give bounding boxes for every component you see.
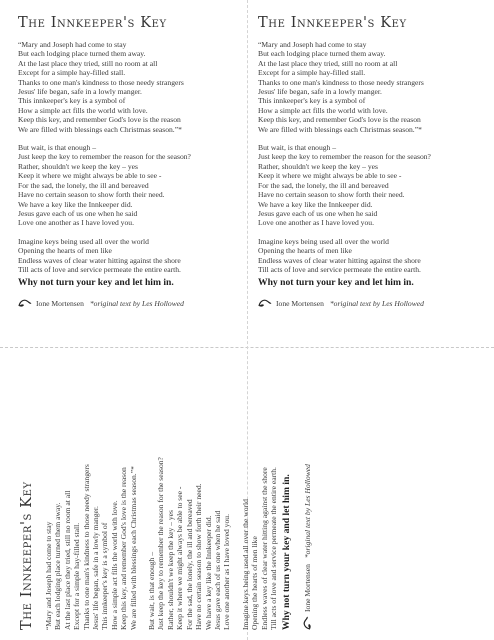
poem-line: Except for a simple hay-filled stall. xyxy=(18,68,126,78)
poem-line: Keep this key, and remember God's love is the reason xyxy=(18,115,181,125)
poem-line: But each lodging place turned them away. xyxy=(18,49,146,59)
original-text-credit: *original text by Les Hollowed xyxy=(302,464,312,559)
stanza-3 xyxy=(18,237,263,275)
poem-line: Till acts of love and service permeate the entire earth. xyxy=(268,467,278,630)
poem-line: Have no certain season to show forth their need. xyxy=(194,483,204,630)
poem-line: Jesus' life began, safe in a lowly manger. xyxy=(258,87,382,97)
poem-line: “Mary and Joseph had come to stay xyxy=(44,521,53,630)
ornamental-key-icon xyxy=(302,616,312,630)
poem-line: Except for a simple hay-filled stall. xyxy=(258,68,366,78)
poem-line: Jesus' life began, safe in a lowly manger. xyxy=(91,506,101,630)
signature xyxy=(258,298,494,308)
poem-line: For the sad, the lonely, the ill and bereaved xyxy=(184,499,194,630)
stanza-2 xyxy=(147,385,232,630)
poem-line: We are filled with blessings each Christmas season.”* xyxy=(128,466,138,630)
poem-line: Opening the hearts of men like xyxy=(258,246,352,256)
poem-line: Rather, shouldn't we keep the key – yes xyxy=(18,161,139,171)
poem-line: We have a key like the Innkeeper did. xyxy=(203,515,213,630)
stanza-2 xyxy=(258,143,494,228)
poem-line: Keep this key, and remember God's love is the reason xyxy=(258,115,421,125)
poem-line: We are filled with blessings each Christmas season.”* xyxy=(18,124,182,134)
poem-line: Thanks to one man's kindness to those needy strangers xyxy=(258,77,424,87)
poem-line: Endless waves of clear water hitting against the shore xyxy=(258,255,421,265)
poem-line: But wait, is that enough – xyxy=(258,143,337,153)
poem-line: Except for a simple hay-filled stall. xyxy=(72,522,82,630)
poem-line: “Mary and Joseph had come to stay xyxy=(258,40,367,49)
poem-line: Rather, shouldn't we keep the key – yes xyxy=(165,509,175,630)
poem-line: Imagine keys being used all over the world xyxy=(240,499,250,630)
poem-line: Jesus gave each of us one when he said xyxy=(258,208,378,218)
signature xyxy=(18,298,263,308)
poem-line: Just keep the key to remember the reason for the season? xyxy=(18,152,191,162)
poem-line: Just keep the key to remember the reason for the season? xyxy=(156,457,166,630)
poem-line: Just keep the key to remember the reason for the season? xyxy=(258,152,431,162)
poem-line: Till acts of love and service permeate the entire earth. xyxy=(258,264,421,274)
poem-line: But wait, is that enough – xyxy=(18,143,97,153)
poem-line: How a simple act fills the world with love. xyxy=(18,105,148,115)
poem-line: Endless waves of clear water hitting against the shore xyxy=(18,255,181,265)
poem-line: This innkeeper's key is a symbol of xyxy=(100,522,110,630)
poem-line: We have a key like the Innkeeper did. xyxy=(18,199,133,209)
poem-line: Love one another as I have loved you. xyxy=(222,514,232,630)
poem-line: But wait, is that enough – xyxy=(147,551,157,630)
original-text-credit: *original text by Les Hollowed xyxy=(329,298,424,308)
poem-closing-line: Why not turn your key and let him in. xyxy=(18,277,174,289)
ornamental-key-icon xyxy=(258,298,272,308)
stanza-3 xyxy=(241,385,279,630)
poem-line: But each lodging place turned them away. xyxy=(53,502,63,630)
poem-line: Have no certain season to show forth their need. xyxy=(258,190,405,200)
poem-body xyxy=(258,40,494,274)
poem-line: Jesus' life began, safe in a lowly manger. xyxy=(18,87,142,97)
poem-line: How a simple act fills the world with love. xyxy=(109,500,119,630)
poem-title: The Innkeeper's Key xyxy=(258,15,407,31)
poem-line: Till acts of love and service permeate the entire earth. xyxy=(18,264,181,274)
poem-line: At the last place they tried, still no room at all xyxy=(18,58,158,68)
author-name: Ione Mortensen xyxy=(36,298,84,308)
poem-title: The Innkeeper's Key xyxy=(19,481,35,630)
poem-line: Love one another as I have loved you. xyxy=(258,218,374,228)
poem-closing-line: Why not turn your key and let him in. xyxy=(281,474,293,630)
poem-line: Imagine keys being used all over the world xyxy=(18,236,149,246)
poem-body xyxy=(18,40,263,274)
poem-line: We have a key like the Innkeeper did. xyxy=(258,199,373,209)
author-name: Ione Mortensen xyxy=(276,298,324,308)
poem-body xyxy=(44,385,278,630)
poem-line: Keep it where we might always be able to see - xyxy=(175,486,185,630)
poem-line: At the last place they tried, still no room at all xyxy=(62,490,72,630)
poem-line: Endless waves of clear water hitting against the shore xyxy=(259,467,269,630)
poem-line: Love one another as I have loved you. xyxy=(18,218,134,228)
poem-line: For the sad, the lonely, the ill and bereaved xyxy=(258,180,389,190)
signature xyxy=(302,385,312,630)
poem-line: For the sad, the lonely, the ill and bereaved xyxy=(18,180,149,190)
stanza-3 xyxy=(258,237,494,275)
stanza-2 xyxy=(18,143,263,228)
poem-line: Keep this key, and remember God's love is the reason xyxy=(119,467,129,630)
poem-line: This innkeeper's key is a symbol of xyxy=(18,96,126,106)
poem-line: Thanks to one man's kindness to those needy strangers xyxy=(18,77,184,87)
poem-line: Jesus gave each of us one when he said xyxy=(212,510,222,630)
poem-line: This innkeeper's key is a symbol of xyxy=(258,96,366,106)
poem-line: We are filled with blessings each Christmas season.”* xyxy=(258,124,422,134)
poem-line: Opening the hearts of men like xyxy=(18,246,112,256)
poem-line: Jesus gave each of us one when he said xyxy=(18,208,138,218)
poem-title: The Innkeeper's Key xyxy=(18,15,167,31)
poem-card-top-right xyxy=(258,14,494,308)
poem-line: How a simple act fills the world with love. xyxy=(258,105,388,115)
stanza-1 xyxy=(18,40,263,134)
poem-line: Rather, shouldn't we keep the key – yes xyxy=(258,161,379,171)
poem-line: Keep it where we might always be able to see - xyxy=(18,171,162,181)
poem-card-top-left xyxy=(18,14,263,308)
ornamental-key-icon xyxy=(18,298,32,308)
poem-line: Imagine keys being used all over the world xyxy=(258,236,389,246)
poem-line: Have no certain season to show forth their need. xyxy=(18,190,165,200)
poem-line: But each lodging place turned them away. xyxy=(258,49,386,59)
poem-line: Thanks to one man's kindness to those needy strangers xyxy=(81,464,91,630)
author-name: Ione Mortensen xyxy=(302,564,312,612)
stanza-1 xyxy=(44,385,138,630)
poem-line: Keep it where we might always be able to see - xyxy=(258,171,402,181)
poem-closing-line: Why not turn your key and let him in. xyxy=(258,277,414,289)
stanza-1 xyxy=(258,40,494,134)
poem-line: “Mary and Joseph had come to stay xyxy=(18,40,127,49)
poem-line: Opening the hearts of men like xyxy=(250,536,260,630)
poem-line: At the last place they tried, still no room at all xyxy=(258,58,398,68)
original-text-credit: *original text by Les Hollowed xyxy=(89,298,184,308)
poem-card-rotated xyxy=(18,385,312,630)
